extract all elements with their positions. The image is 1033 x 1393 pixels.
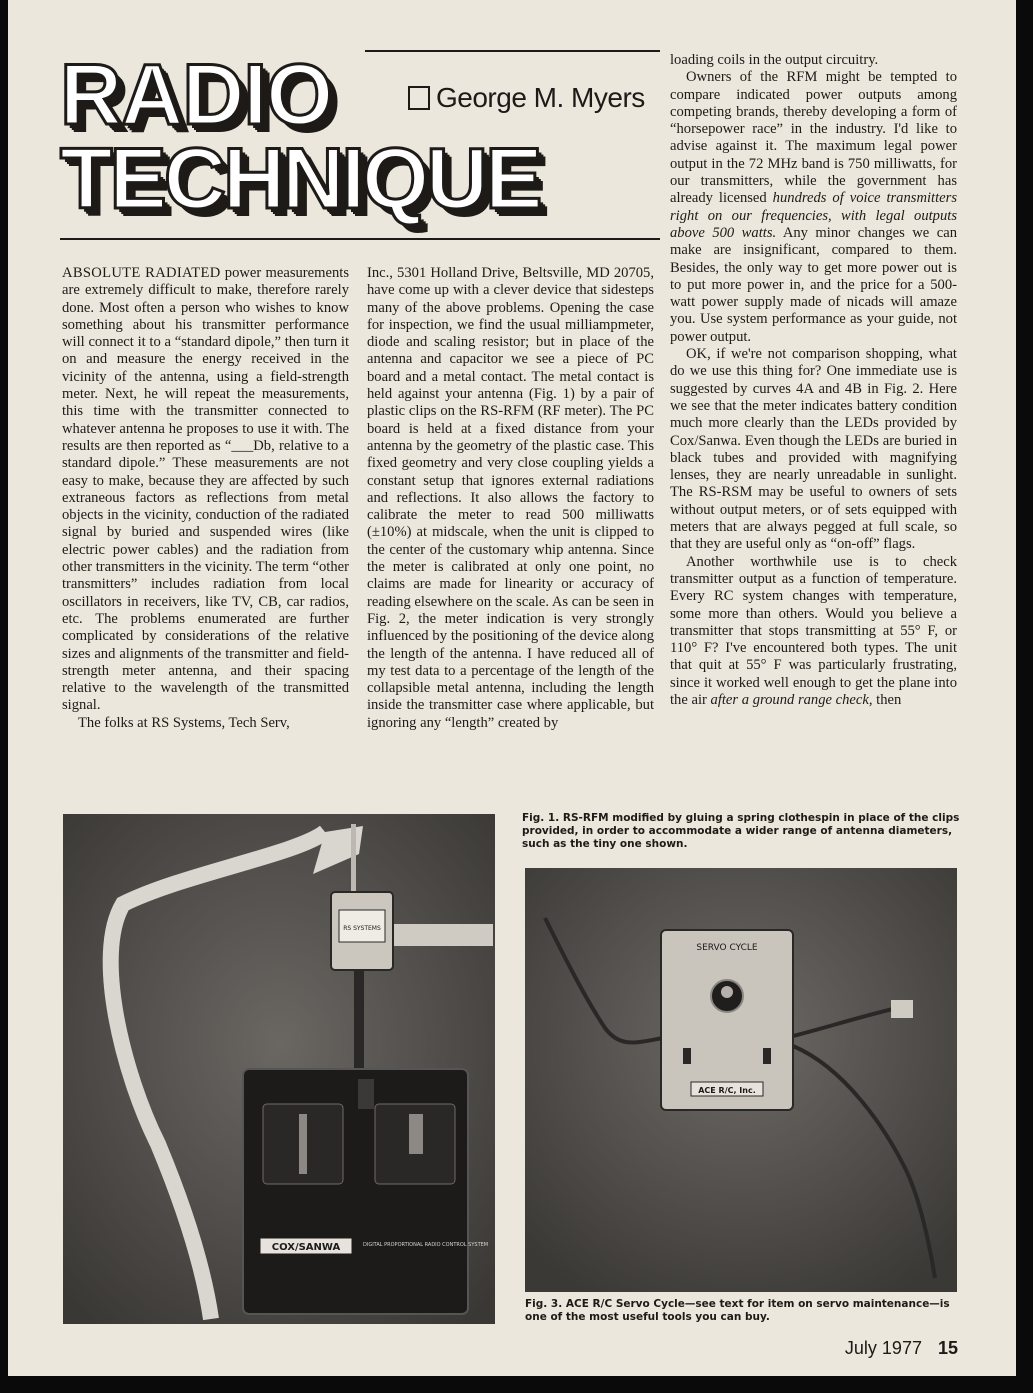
col3-p4-emphasis: after a ground range check, [710, 691, 873, 708]
page-footer [845, 1338, 958, 1359]
fig1-illustration [63, 814, 495, 1324]
col3-p2-text-b: Any minor changes we can make are insignificant, compared to them. Besides, the only way to get more power out is to put more power in, and the price for a 500-watt power supply made of nicads will amaze you. Use system performance as your guide, not power output. [670, 224, 957, 345]
column-2 [367, 265, 654, 732]
col2-paragraph-1: Inc., 5301 Holland Drive, Beltsville, MD 20705, have come up with a clever device that sidesteps many of the above problems. Opening the case for inspection, we find the usual milliampmeter, diode and scaling resistor; but in place of the antenna and capacitor we see a piece of PC board and a metal contact. The metal contact is held against your antenna (Fig. 1) by a pair of plastic clips on the RS-RFM (RF meter). The PC board is held at a fixed distance from your antenna by the geometry of the plastic case. This fixed geometry and very close coupling yields a constant setup that ignores external radiations and reflections. It also allows the factory to calibrate the meter to read 500 milliwatts (±10%) at midscale, when the unit is clipped to the center of the customary whip antenna. Since the meter is calibrated at only one point, no claims are made for linearity or accuracy of reading elsewhere on the scale. As can be seen in Fig. 2, the meter indication is very strongly influenced by the positioning of the device along the length of the antenna. I have reduced all of my test data to a percentage of the length of the collapsible metal antenna, including the length inside the transmitter case where applicable, but ignoring any “length” created by [367, 265, 654, 731]
col3-paragraph-1: loading coils in the output circuitry. [670, 52, 879, 68]
col3-paragraph-4 [670, 554, 957, 710]
right-toggle [763, 1048, 771, 1064]
knob-cap [721, 986, 733, 998]
column-3 [670, 52, 957, 709]
col3-p4-text-a: Another worthwhile use is to check transmitter output as a function of temperature. Every RC system changes with temperature, some more than others. Would you believe a transmitter that stops transmitting at 55° F, or 110° F? I've encountered both types. The unit that quit at 55° F was particularly frustrating, since it worked well enough to get the plane into the air [670, 553, 957, 708]
left-stick [299, 1114, 307, 1174]
lead-in: ABSOLUTE RADIATED [62, 265, 221, 281]
fig3-illustration [525, 868, 957, 1292]
rf-meter-label: RS SYSTEMS [343, 925, 381, 932]
byline-box-glyph [408, 86, 430, 110]
clothespin [383, 924, 493, 946]
col3-paragraph-2 [670, 69, 957, 346]
title-technique: TECHNIQUE [60, 131, 540, 227]
masthead-top-rule [365, 50, 660, 52]
author-name: George M. Myers [436, 82, 645, 113]
byline [408, 82, 645, 114]
antenna-socket [358, 1079, 374, 1109]
col3-p2-text-a: Owners of the RFM might be tempted to compare indicated power outputs among competing brands, thereby developing a form of “horsepower race” in the industry. I'd like to advise against it. The maximum legal power output in the 72 MHz band is 750 milliwatts, for our transmitters, while the government has already licensed [670, 69, 957, 207]
left-toggle [683, 1048, 691, 1064]
servo-cycle-label: SERVO CYCLE [696, 943, 758, 953]
fig3-photo [525, 868, 957, 1292]
antenna-base [354, 964, 364, 1074]
col3-paragraph-3: OK, if we're not comparison shopping, what do we use this thing for? One immediate use is suggested by curves 4A and 4B in Fig. 2. Here we see that the meter indicates battery condition much more clearly than the LEDs provided by Cox/Sanwa. Even though the LEDs are buried in black tubes and provided with magnifying lenses, they are nearly unreadable in sunlight. The RS-RSM may be useful to owners of sets without output meters, or of sets equipped with meters that are always pegged at full scale, so that they are useful only as “on-off” flags. [670, 346, 957, 553]
col1-paragraph-1 [62, 265, 349, 715]
col3-p2-emphasis: hundreds of voice transmitters right on our frequencies, with legal outputs above 500 watts. [670, 190, 957, 241]
maker-label: ACE R/C, Inc. [698, 1086, 756, 1095]
issue-date: July 1977 [844, 1338, 922, 1358]
connector [891, 1000, 913, 1018]
col1-p1-text: power measurements are extremely difficult to make, therefore rarely done. Most often a person who wishes to know something about his transmitter performance will connect it to a “standard dipole,” then turn it on and measure the energy received in the vicinity of the antenna, using a field-strength meter. Next, he will repeat the measurements, this time with the transmitter connected to whatever antenna he proposes to use it with. The results are then reported as “___Db, relative to a standard dipole.” These measurements are not easy to make, because they are affected by such extraneous factors as reflections from metal objects in the vicinity, conduction of the radiated signal by buried and suspended wires (like electric power cables) and the radiation from other transmitters in the vicinity. The term “other transmitters” includes radiation from local oscillators in receivers, like TV, CB, car radios, etc. The problems enumerated are further complicated by considerations of the relative sizes and alignments of the transmitter and field-strength meter antenna, and their spacing relative to the wavelength of the transmitted signal. [62, 265, 349, 714]
masthead [60, 48, 660, 248]
page-number: 15 [937, 1338, 958, 1358]
title-radio: RADIO [60, 47, 333, 143]
brand-label: COX/SANWA [271, 1242, 341, 1253]
fig1-caption: Fig. 1. RS-RFM modified by gluing a spring clothespin in place of the clips provided, in order to accommodate a wider range of antenna diameters, such as the tiny one shown. [522, 812, 960, 850]
column-1 [62, 265, 349, 732]
col3-p4-text-b: then [872, 691, 902, 708]
masthead-bottom-rule [60, 238, 660, 240]
magazine-page [8, 0, 1016, 1376]
col1-paragraph-2: The folks at RS Systems, Tech Serv, [78, 714, 290, 731]
brand-sub-label: DIGITAL PROPORTIONAL RADIO CONTROL SYSTEM [363, 1242, 489, 1248]
fig1-photo [63, 814, 495, 1324]
fig3-caption: Fig. 3. ACE R/C Servo Cycle—see text for item on servo maintenance—is one of the most useful tools you can buy. [525, 1298, 950, 1323]
right-stick [409, 1114, 423, 1154]
